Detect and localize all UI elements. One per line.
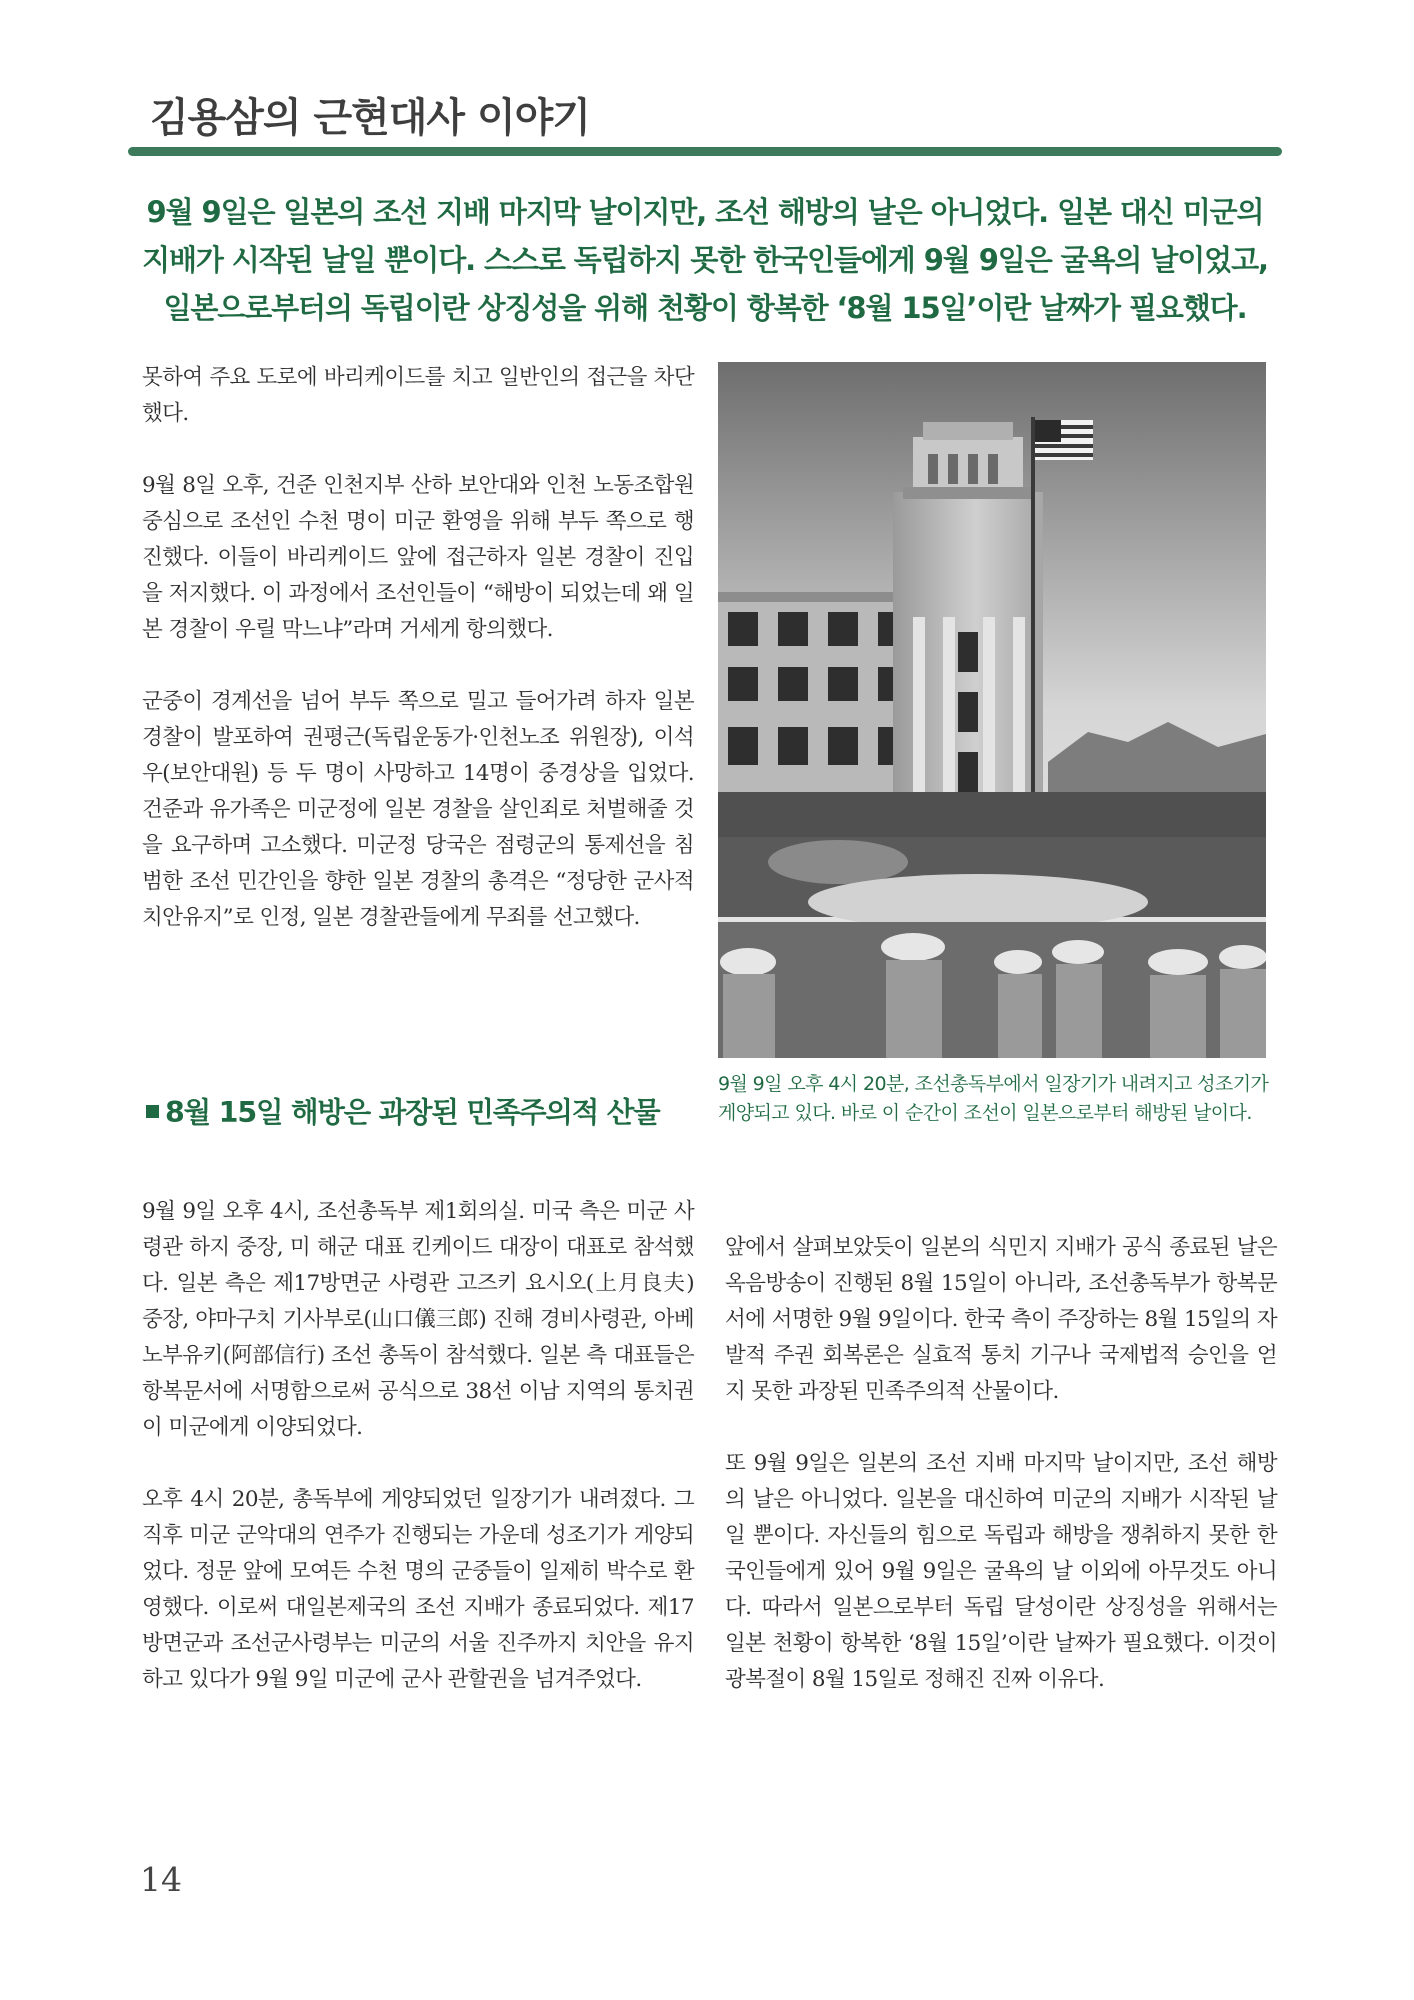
page-number: 14 bbox=[140, 1860, 182, 1899]
lead-line: 9월 9일은 일본의 조선 지배 마지막 날이지만, 조선 해방의 날은 아니었다. 일본 대신 미군의 bbox=[146, 195, 1264, 229]
body-paragraph: 또 9월 9일은 일본의 조선 지배 마지막 날이지만, 조선 해방의 날은 아니었다. 일본을 대신하여 미군의 지배가 시작된 날일 뿐이다. 자신들의 힘으로 독립과 해방을 쟁취하지 못한 한국인들에게 있어 9월 9일은 굴욕의 날 이외에 아무것도 아니다. 따라서 일본으로부터 독립 달성이란 상징성을 위해서는 일본 천황이 항복한 ‘8월 15일’이란 날짜가 필요했다. 이것이 광복절이 8월 15일로 정해진 진짜 이유다. bbox=[725, 1451, 1277, 1692]
body-paragraph: 오후 4시 20분, 총독부에 게양되었던 일장기가 내려졌다. 그 직후 미군 군악대의 연주가 진행되는 가운데 성조기가 게양되었다. 정문 앞에 모여든 수천 명의 군중들이 일제히 박수로 환영했다. 이로써 대일본제국의 조선 지배가 종료되었다. 제17방면군과 조선군사령부는 미군의 서울 진주까지 치안을 유지하고 있다가 9월 9일 미군에 군사 관할권을 넘겨주었다. bbox=[142, 1487, 694, 1692]
body-paragraph: 앞에서 살펴보았듯이 일본의 식민지 지배가 공식 종료된 날은 옥음방송이 진행된 8월 15일이 아니라, 조선총독부가 항복문서에 서명한 9월 9일이다. 한국 측이 주장하는 8월 15일의 자발적 주권 회복론은 실효적 통치 기구나 국제법적 승인을 얻지 못한 과장된 민족주의적 산물이다. bbox=[725, 1235, 1277, 1404]
flag-raising-photo bbox=[718, 362, 1266, 1058]
section-heading-text: 8월 15일 해방은 과장된 민족주의적 산물 bbox=[165, 1096, 660, 1129]
body-paragraph: 9월 9일 오후 4시, 조선총독부 제1회의실. 미국 측은 미군 사령관 하지 중장, 미 해군 대표 킨케이드 대장이 대표로 참석했다. 일본 측은 제17방면군 사령관 고즈키 요시오(上月良夫) 중장, 야마구치 기사부로(山口儀三郎) 진해 경비사령관, 아베 노부유키(阿部信行) 조선 총독이 참석했다. 일본 측 대표들은 항복문서에 서명함으로써 공식으로 38선 이남 지역의 통치권이 미군에게 이양되었다. bbox=[142, 1199, 694, 1440]
lead-line: 지배가 시작된 날일 뿐이다. 스스로 독립하지 못한 한국인들에게 9월 9일은 굴욕의 날이었고, bbox=[142, 243, 1268, 277]
body-paragraph: 9월 8일 오후, 건준 인천지부 산하 보안대와 인천 노동조합원 중심으로 조선인 수천 명이 미군 환영을 위해 부두 쪽으로 행진했다. 이들이 바리케이드 앞에 접근하자 일본 경찰이 진입을 저지했다. 이 과정에서 조선인들이 “해방이 되었는데 왜 일본 경찰이 우릴 막느냐”라며 거세게 항의했다. bbox=[142, 473, 694, 642]
historical-photo bbox=[718, 362, 1266, 1058]
header-rule bbox=[128, 147, 1282, 156]
body-paragraph: 군중이 경계선을 넘어 부두 쪽으로 밀고 들어가려 하자 일본 경찰이 발포하여 권평근(독립운동가·인천노조 위원장), 이석우(보안대원) 등 두 명이 사망하고 14명이 중경상을 입었다. 건준과 유가족은 미군정에 일본 경찰을 살인죄로 처벌해줄 것을 요구하며 고소했다. 미군정 당국은 점령군의 통제선을 침범한 조선 민간인을 향한 일본 경찰의 총격은 “정당한 군사적 치안유지”로 인정, 일본 경찰관들에게 무죄를 선고했다. bbox=[142, 689, 694, 930]
lead-line: 일본으로부터의 독립이란 상징성을 위해 천황이 항복한 ‘8월 15일’이란 날짜가 필요했다. bbox=[163, 291, 1247, 325]
left-column-bottom bbox=[142, 1194, 694, 1734]
photo-caption: 9월 9일 오후 4시 20분, 조선총독부에서 일장기가 내려지고 성조기가 게양되고 있다. 바로 이 순간이 조선이 일본으로부터 해방된 날이다. bbox=[718, 1073, 1269, 1124]
lead-summary bbox=[128, 188, 1282, 332]
right-column bbox=[725, 1230, 1277, 1734]
body-paragraph: 못하여 주요 도로에 바리케이드를 치고 일반인의 접근을 차단했다. bbox=[142, 365, 694, 426]
section-heading bbox=[146, 1090, 659, 1131]
running-header: 김용삼의 근현대사 이야기 bbox=[150, 95, 590, 141]
square-bullet-icon bbox=[146, 1105, 159, 1118]
left-column-top bbox=[142, 360, 694, 972]
